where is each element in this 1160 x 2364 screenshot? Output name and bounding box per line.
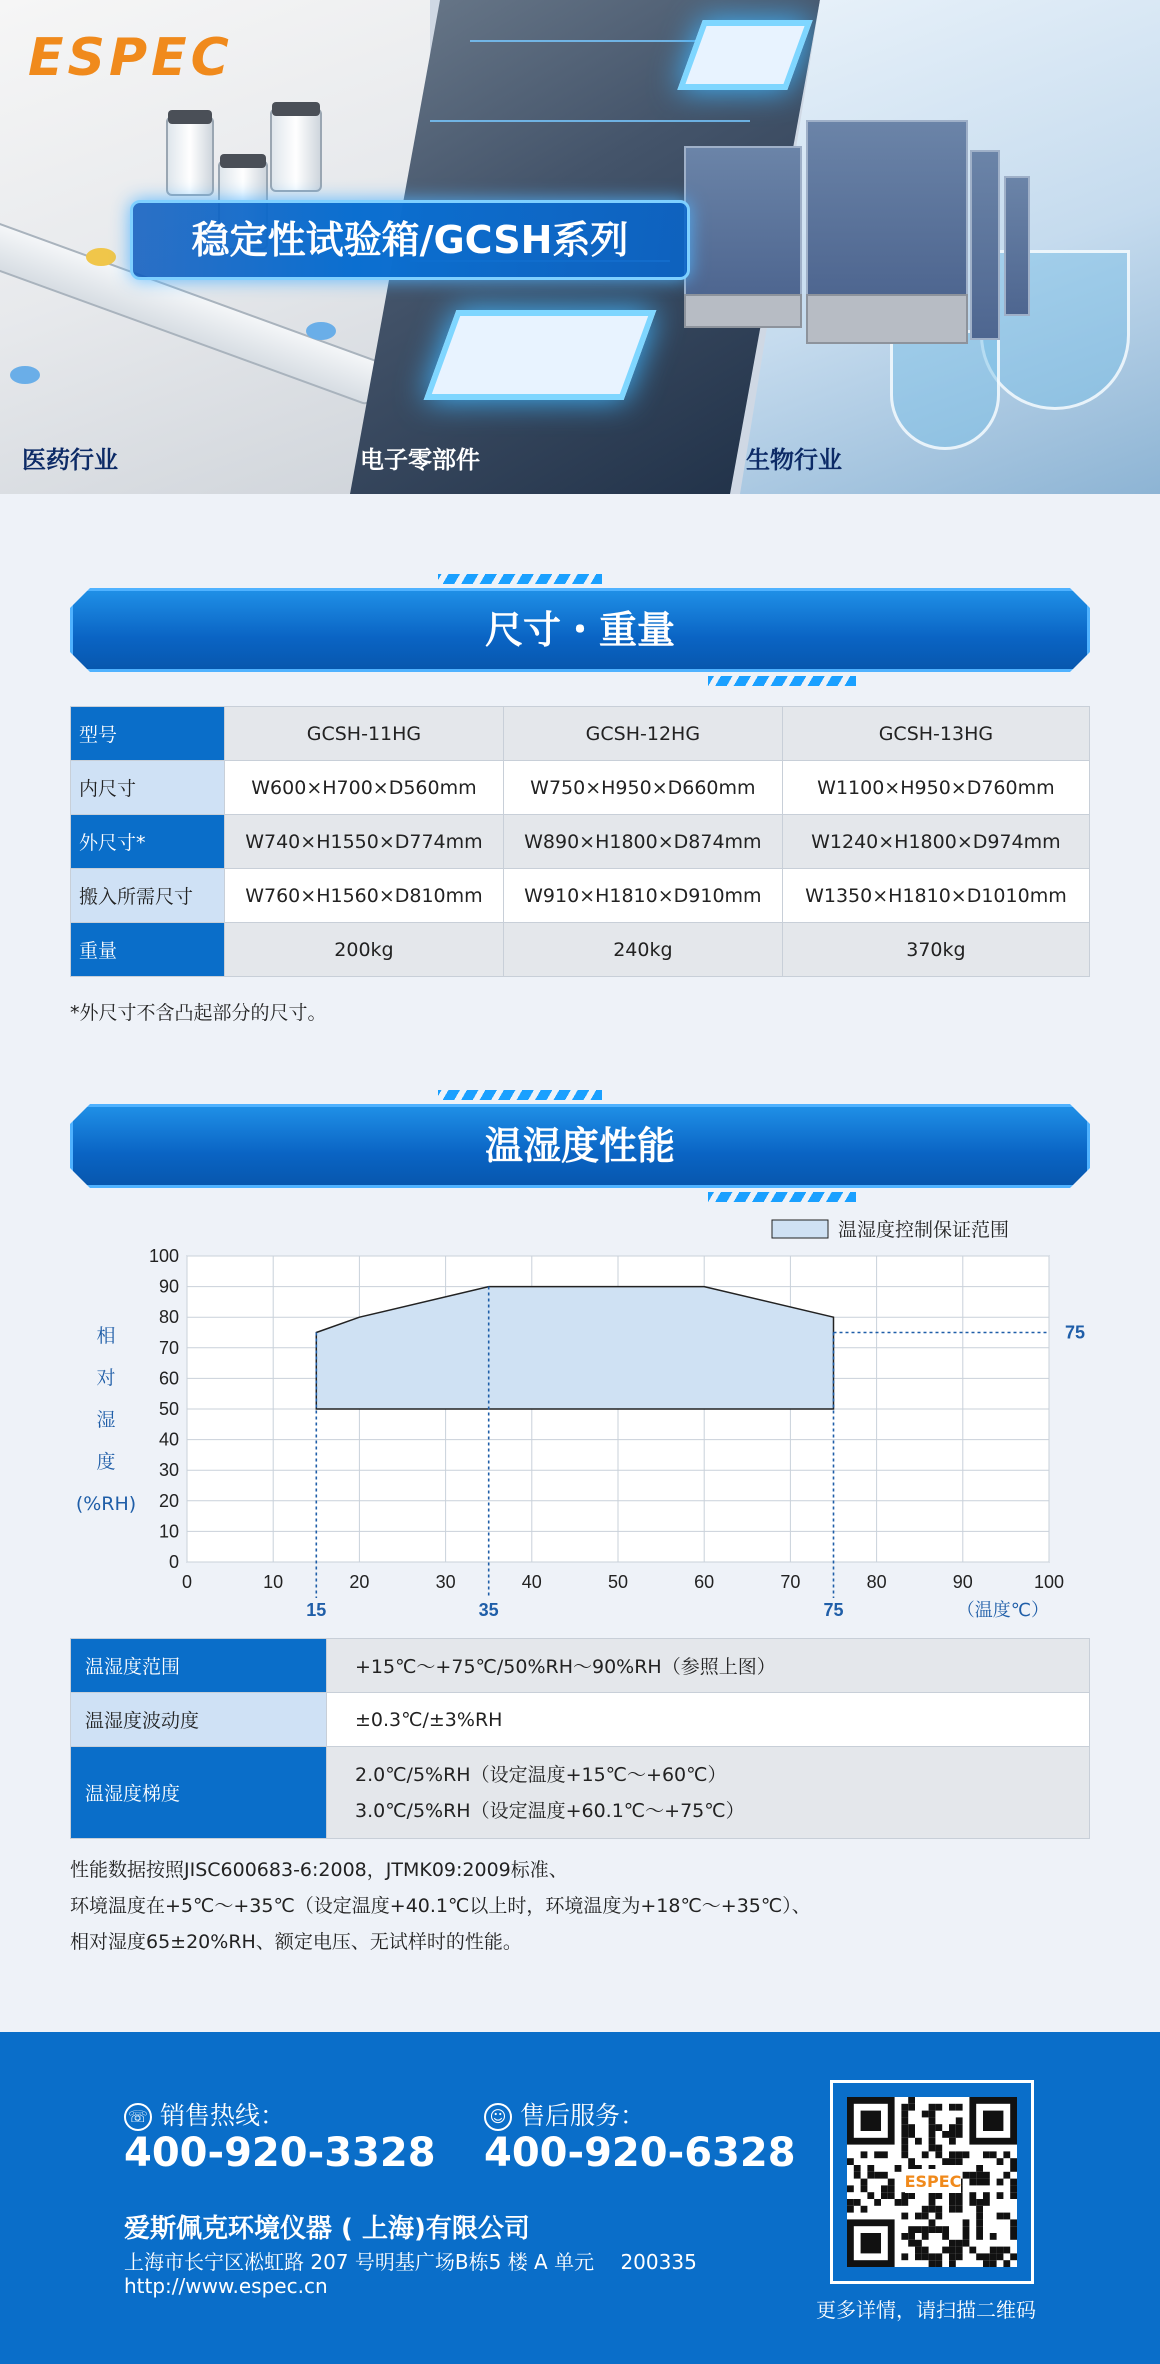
table-cell: W910×H1810×D910mm (503, 869, 782, 923)
qr-module (976, 2172, 983, 2179)
qr-module (949, 2138, 956, 2145)
qr-module (935, 2104, 942, 2111)
y-tick-label: 100 (148, 1246, 179, 1266)
sales-hotline-label: ☏ 销售热线： (124, 2096, 285, 2132)
qr-module (901, 2199, 908, 2206)
y-tick-label: 0 (168, 1552, 179, 1572)
qr-module (949, 2253, 956, 2260)
x-tick-label: 30 (435, 1572, 456, 1592)
qr-module (956, 2240, 963, 2247)
qr-module (874, 2151, 881, 2158)
row-header: 型号 (71, 707, 225, 761)
qr-module (901, 2192, 908, 2199)
qr-module (983, 2199, 990, 2206)
qr-module (956, 2131, 963, 2138)
table-cell: W600×H700×D560mm (225, 761, 504, 815)
chart-svg (0, 1196, 1160, 1636)
qr-module (990, 2253, 997, 2260)
qr-module (942, 2226, 949, 2233)
y-tick-label: 20 (158, 1490, 179, 1511)
marker-x-label: 15 (306, 1600, 327, 1620)
qr-caption: 更多详情，请扫描二维码 (816, 2298, 1036, 2322)
qr-module (915, 2253, 922, 2260)
qr-module (929, 2124, 936, 2131)
qr-module (847, 2158, 854, 2165)
website-link[interactable]: http://www.espec.cn (124, 2274, 328, 2298)
caption-pharma: 医药行业 (22, 446, 118, 474)
vial-cap (168, 110, 212, 124)
qr-code[interactable] (847, 2097, 1017, 2267)
qr-module (949, 2260, 956, 2267)
qr-module (929, 2206, 936, 2213)
qr-module (949, 2240, 956, 2247)
qr-module (1010, 2165, 1017, 2172)
cell-line: 2.0℃/5%RH（设定温度+15℃～+60℃） (355, 1763, 727, 1786)
qr-module (935, 2192, 942, 2199)
qr-module (908, 2124, 915, 2131)
chip-image (677, 20, 812, 90)
qr-module (915, 2247, 922, 2254)
qr-module (901, 2104, 908, 2111)
qr-module (935, 2253, 942, 2260)
qr-module (922, 2111, 929, 2118)
table-cell: W890×H1800×D874mm (503, 815, 782, 869)
qr-module (969, 2247, 976, 2254)
qr-module (963, 2240, 970, 2247)
table-row (71, 1747, 1090, 1839)
y-tick-label: 70 (158, 1337, 179, 1358)
qr-module (990, 2233, 997, 2240)
qr-module (922, 2247, 929, 2254)
qr-module (874, 2172, 881, 2179)
qr-module (915, 2226, 922, 2233)
qr-module (956, 2151, 963, 2158)
qr-module (908, 2104, 915, 2111)
pill-image (306, 322, 336, 340)
flask-image (890, 330, 1000, 450)
table-row (71, 1693, 1090, 1747)
qr-module (983, 2179, 990, 2186)
sales-hotline-number[interactable]: 400-920-3328 (124, 2130, 436, 2176)
qr-module (976, 2206, 983, 2213)
row-header: 温湿度梯度 (71, 1747, 327, 1839)
qr-module (881, 2151, 888, 2158)
x-tick-label: 90 (952, 1572, 973, 1592)
qr-module (976, 2253, 983, 2260)
qr-module (861, 2206, 868, 2213)
qr-module (888, 2192, 895, 2199)
qr-module (997, 2158, 1004, 2165)
qr-module (847, 2199, 854, 2206)
qr-module (983, 2253, 990, 2260)
dims-section-header (70, 588, 1090, 672)
qr-module (949, 2151, 956, 2158)
dims-section-title: 尺寸・重量 (484, 608, 675, 652)
row-header: 温湿度范围 (71, 1639, 327, 1693)
qr-module (1010, 2233, 1017, 2240)
y-tick-label: 80 (158, 1307, 179, 1328)
y-axis-label: 度 (96, 1451, 116, 1473)
qr-module (1003, 2260, 1010, 2267)
y-tick-label: 90 (158, 1276, 179, 1297)
qr-logo: ESPEC (904, 2172, 962, 2191)
qr-module (956, 2206, 963, 2213)
pill-image (86, 248, 116, 266)
qr-module (956, 2199, 963, 2206)
table-cell: W1240×H1800×D974mm (782, 815, 1089, 869)
qr-module (990, 2247, 997, 2254)
qr-module (888, 2179, 895, 2186)
table-row (71, 923, 1090, 977)
dims-table (70, 706, 1090, 977)
qr-module (976, 2213, 983, 2220)
qr-module (847, 2206, 854, 2213)
test-chamber-base (684, 294, 802, 328)
qr-module (901, 2117, 908, 2124)
table-row (71, 1639, 1090, 1693)
qr-module (997, 2179, 1004, 2186)
x-axis-label: （温度℃） (956, 1600, 1049, 1621)
qr-module (956, 2124, 963, 2131)
qr-module (881, 2192, 888, 2199)
qr-module (956, 2117, 963, 2124)
row-header: 温湿度波动度 (71, 1693, 327, 1747)
qr-module (867, 2192, 874, 2199)
caption-electronics: 电子零部件 (360, 446, 480, 474)
legend-label: 温湿度控制保证范围 (838, 1219, 1010, 1241)
qr-module (922, 2233, 929, 2240)
qr-module (949, 2206, 956, 2213)
test-chamber-image (970, 150, 1000, 340)
service-hotline-number[interactable]: 400-920-6328 (484, 2130, 796, 2176)
qr-module (929, 2117, 936, 2124)
vial-image (270, 108, 322, 192)
qr-module (915, 2138, 922, 2145)
qr-module (997, 2253, 1004, 2260)
qr-module (949, 2247, 956, 2254)
qr-module (929, 2253, 936, 2260)
qr-module (935, 2206, 942, 2213)
qr-module (1003, 2151, 1010, 2158)
qr-module (929, 2104, 936, 2111)
y-tick-label: 40 (158, 1429, 179, 1450)
model-cell: GCSH-11HG (225, 707, 504, 761)
qr-module (915, 2213, 922, 2220)
qr-module (942, 2247, 949, 2254)
qr-module (929, 2219, 936, 2226)
table-cell: +15℃～+75℃/50%RH～90%RH（参照上图） (327, 1639, 1090, 1693)
qr-module (854, 2165, 861, 2172)
qr-module (983, 2172, 990, 2179)
qr-module (922, 2213, 929, 2220)
qr-module (949, 2158, 956, 2165)
qr-module (908, 2131, 915, 2138)
marker-x-label: 35 (478, 1600, 499, 1620)
qr-module (867, 2165, 874, 2172)
row-header: 内尺寸 (71, 761, 225, 815)
qr-module (908, 2158, 915, 2165)
row-header: 外尺寸* (71, 815, 225, 869)
qr-module (949, 2131, 956, 2138)
qr-module (847, 2185, 854, 2192)
cell-line: 3.0℃/5%RH（设定温度+60.1℃～+75℃） (355, 1799, 745, 1822)
qr-module (969, 2179, 976, 2186)
qr-module (901, 2111, 908, 2118)
qr-module (881, 2172, 888, 2179)
qr-module (976, 2226, 983, 2233)
qr-module (997, 2213, 1004, 2220)
qr-module (861, 2185, 868, 2192)
company-name: 爱斯佩克环境仪器 ( 上海)有限公司 (124, 2214, 530, 2244)
qr-module (929, 2131, 936, 2138)
person-icon: ☺ (484, 2103, 512, 2131)
header-stripe (438, 1090, 602, 1100)
qr-module (983, 2151, 990, 2158)
y-axis-label: (%RH) (75, 1493, 137, 1515)
table-cell: W1100×H950×D760mm (782, 761, 1089, 815)
qr-module (963, 2233, 970, 2240)
qr-module (929, 2192, 936, 2199)
y-tick-label: 60 (158, 1368, 179, 1389)
x-tick-label: 10 (263, 1572, 284, 1592)
table-cell: 370kg (782, 923, 1089, 977)
qr-module (983, 2192, 990, 2199)
vial-cap (272, 102, 320, 116)
qr-module (901, 2253, 908, 2260)
qr-module (929, 2145, 936, 2152)
qr-module (949, 2124, 956, 2131)
qr-finder (861, 2111, 881, 2131)
qr-module (969, 2172, 976, 2179)
qr-module (929, 2111, 936, 2118)
model-cell: GCSH-13HG (782, 707, 1089, 761)
qr-module (969, 2192, 976, 2199)
legend-swatch (772, 1220, 828, 1238)
qr-module (935, 2226, 942, 2233)
qr-module (895, 2199, 902, 2206)
qr-module (1003, 2213, 1010, 2220)
qr-code-graphic (847, 2097, 1017, 2267)
qr-module (901, 2233, 908, 2240)
qr-module (1003, 2247, 1010, 2254)
qr-module (990, 2260, 997, 2267)
qr-module (888, 2185, 895, 2192)
x-tick-label: 70 (780, 1572, 801, 1592)
qr-module (922, 2253, 929, 2260)
y-axis-label: 湿 (96, 1409, 116, 1431)
perf-section-header (70, 1104, 1090, 1188)
qr-module (983, 2260, 990, 2267)
qr-module (854, 2172, 861, 2179)
x-tick-label: 0 (181, 1572, 193, 1592)
qr-module (935, 2151, 942, 2158)
qr-module (908, 2192, 915, 2199)
circuit-line (430, 120, 750, 122)
qr-module (997, 2247, 1004, 2254)
qr-module (908, 2233, 915, 2240)
header-stripe (708, 676, 856, 686)
table-cell: 240kg (503, 923, 782, 977)
qr-module (942, 2158, 949, 2165)
qr-module (935, 2145, 942, 2152)
qr-module (1010, 2158, 1017, 2165)
table-row (71, 815, 1090, 869)
qr-module (901, 2213, 908, 2220)
vial-image (166, 116, 214, 196)
table-row (71, 869, 1090, 923)
dims-footnote: *外尺寸不含凸起部分的尺寸。 (70, 1002, 327, 1024)
qr-module (901, 2124, 908, 2131)
test-chamber-base (806, 294, 968, 344)
qr-module (901, 2131, 908, 2138)
qr-module (929, 2138, 936, 2145)
table-cell: W760×H1560×D810mm (225, 869, 504, 923)
qr-module (976, 2179, 983, 2186)
qr-module (949, 2199, 956, 2206)
qr-module (949, 2192, 956, 2199)
x-tick-label: 50 (607, 1572, 629, 1592)
qr-module (922, 2226, 929, 2233)
table-row (71, 761, 1090, 815)
qr-module (935, 2124, 942, 2131)
qr-module (956, 2253, 963, 2260)
qr-module (854, 2199, 861, 2206)
qr-module (935, 2213, 942, 2220)
qr-module (935, 2260, 942, 2267)
qr-module (969, 2199, 976, 2206)
table-cell: W1350×H1810×D1010mm (782, 869, 1089, 923)
y-tick-label: 10 (158, 1521, 179, 1542)
qr-module (861, 2151, 868, 2158)
phone-icon: ☏ (124, 2103, 152, 2131)
table-cell (327, 1747, 1090, 1839)
x-tick-label: 60 (694, 1572, 715, 1592)
test-chamber-image (1004, 176, 1030, 316)
qr-module (881, 2185, 888, 2192)
qr-module (976, 2165, 983, 2172)
qr-module (942, 2233, 949, 2240)
qr-module (1010, 2185, 1017, 2192)
qr-module (874, 2199, 881, 2206)
qr-module (922, 2151, 929, 2158)
qr-module (1010, 2226, 1017, 2233)
qr-module (942, 2131, 949, 2138)
qr-module (956, 2104, 963, 2111)
service-hotline-label: ☺ 售后服务： (484, 2096, 645, 2132)
table-cell: W750×H950×D660mm (503, 761, 782, 815)
marker-y-label: 75 (1065, 1322, 1086, 1343)
marker-x-label: 75 (823, 1600, 844, 1620)
perf-notes (70, 1852, 811, 1960)
y-tick-label: 30 (158, 1460, 179, 1481)
x-tick-label: 80 (866, 1572, 887, 1592)
qr-module (1010, 2192, 1017, 2199)
qr-module (929, 2260, 936, 2267)
flask-image (980, 250, 1130, 410)
qr-finder (861, 2233, 881, 2253)
perf-note-line: 相对湿度65±20%RH、额定电压、无试样时的性能。 (70, 1931, 522, 1953)
test-chamber-image (684, 146, 802, 296)
qr-module (1003, 2172, 1010, 2179)
perf-note-line: 环境温度在+5℃～+35℃（设定温度+40.1℃以上时，环境温度为+18℃～+35℃）、 (70, 1895, 811, 1917)
hero-title: 稳定性试验箱/GCSH系列 (130, 200, 690, 280)
hero-banner (0, 0, 1160, 494)
qr-module (1010, 2179, 1017, 2186)
y-tick-label: 50 (158, 1399, 179, 1419)
qr-module (901, 2145, 908, 2152)
y-axis-label: 相 (96, 1325, 116, 1347)
qr-module (976, 2219, 983, 2226)
qr-module (963, 2151, 970, 2158)
vial-cap (220, 154, 266, 168)
espec-logo: ESPEC (28, 28, 233, 88)
qr-module (867, 2172, 874, 2179)
qr-module (956, 2158, 963, 2165)
x-tick-label: 20 (349, 1572, 370, 1592)
qr-module (976, 2233, 983, 2240)
qr-module (963, 2219, 970, 2226)
qr-module (963, 2172, 970, 2179)
caption-biology: 生物行业 (746, 446, 842, 474)
pill-image (10, 366, 40, 384)
x-tick-label: 100 (1033, 1572, 1065, 1592)
qr-module (963, 2226, 970, 2233)
perf-note-line: 性能数据按照JISC600683-6:2008，JTMK09:2009标准、 (70, 1859, 568, 1881)
table-row (71, 707, 1090, 761)
qr-module (956, 2192, 963, 2199)
row-header: 搬入所需尺寸 (71, 869, 225, 923)
qr-module (956, 2247, 963, 2254)
qr-module (929, 2199, 936, 2206)
qr-module (922, 2206, 929, 2213)
table-cell: 200kg (225, 923, 504, 977)
qr-module (895, 2165, 902, 2172)
qr-module (976, 2199, 983, 2206)
qr-module (901, 2138, 908, 2145)
qr-finder (983, 2111, 1003, 2131)
chip-image (424, 310, 657, 400)
qr-module (908, 2097, 915, 2104)
qr-module (949, 2104, 956, 2111)
row-header: 重量 (71, 923, 225, 977)
qr-module (915, 2240, 922, 2247)
y-axis-label: 对 (96, 1367, 116, 1389)
test-chamber-image (806, 120, 968, 296)
model-cell: GCSH-12HG (503, 707, 782, 761)
table-cell: W740×H1550×D774mm (225, 815, 504, 869)
company-address: 上海市长宁区凇虹路 207 号明基广场B栋5 楼 A 单元 200335 (124, 2250, 697, 2274)
qr-code-frame (830, 2080, 1034, 2284)
header-stripe (438, 574, 602, 584)
qr-module (908, 2240, 915, 2247)
qr-module (861, 2179, 868, 2186)
qr-module (901, 2151, 908, 2158)
qr-module (997, 2192, 1004, 2199)
table-cell: ±0.3℃/±3%RH (327, 1693, 1090, 1747)
qr-module (908, 2226, 915, 2233)
perf-table (70, 1638, 1090, 1839)
footer (0, 2032, 1160, 2364)
qr-module (990, 2151, 997, 2158)
qr-module (929, 2226, 936, 2233)
x-tick-label: 40 (521, 1572, 542, 1592)
qr-module (1010, 2253, 1017, 2260)
perf-section-title: 温湿度性能 (484, 1124, 675, 1168)
qr-module (1010, 2219, 1017, 2226)
humidity-temperature-chart (0, 1196, 1160, 1636)
